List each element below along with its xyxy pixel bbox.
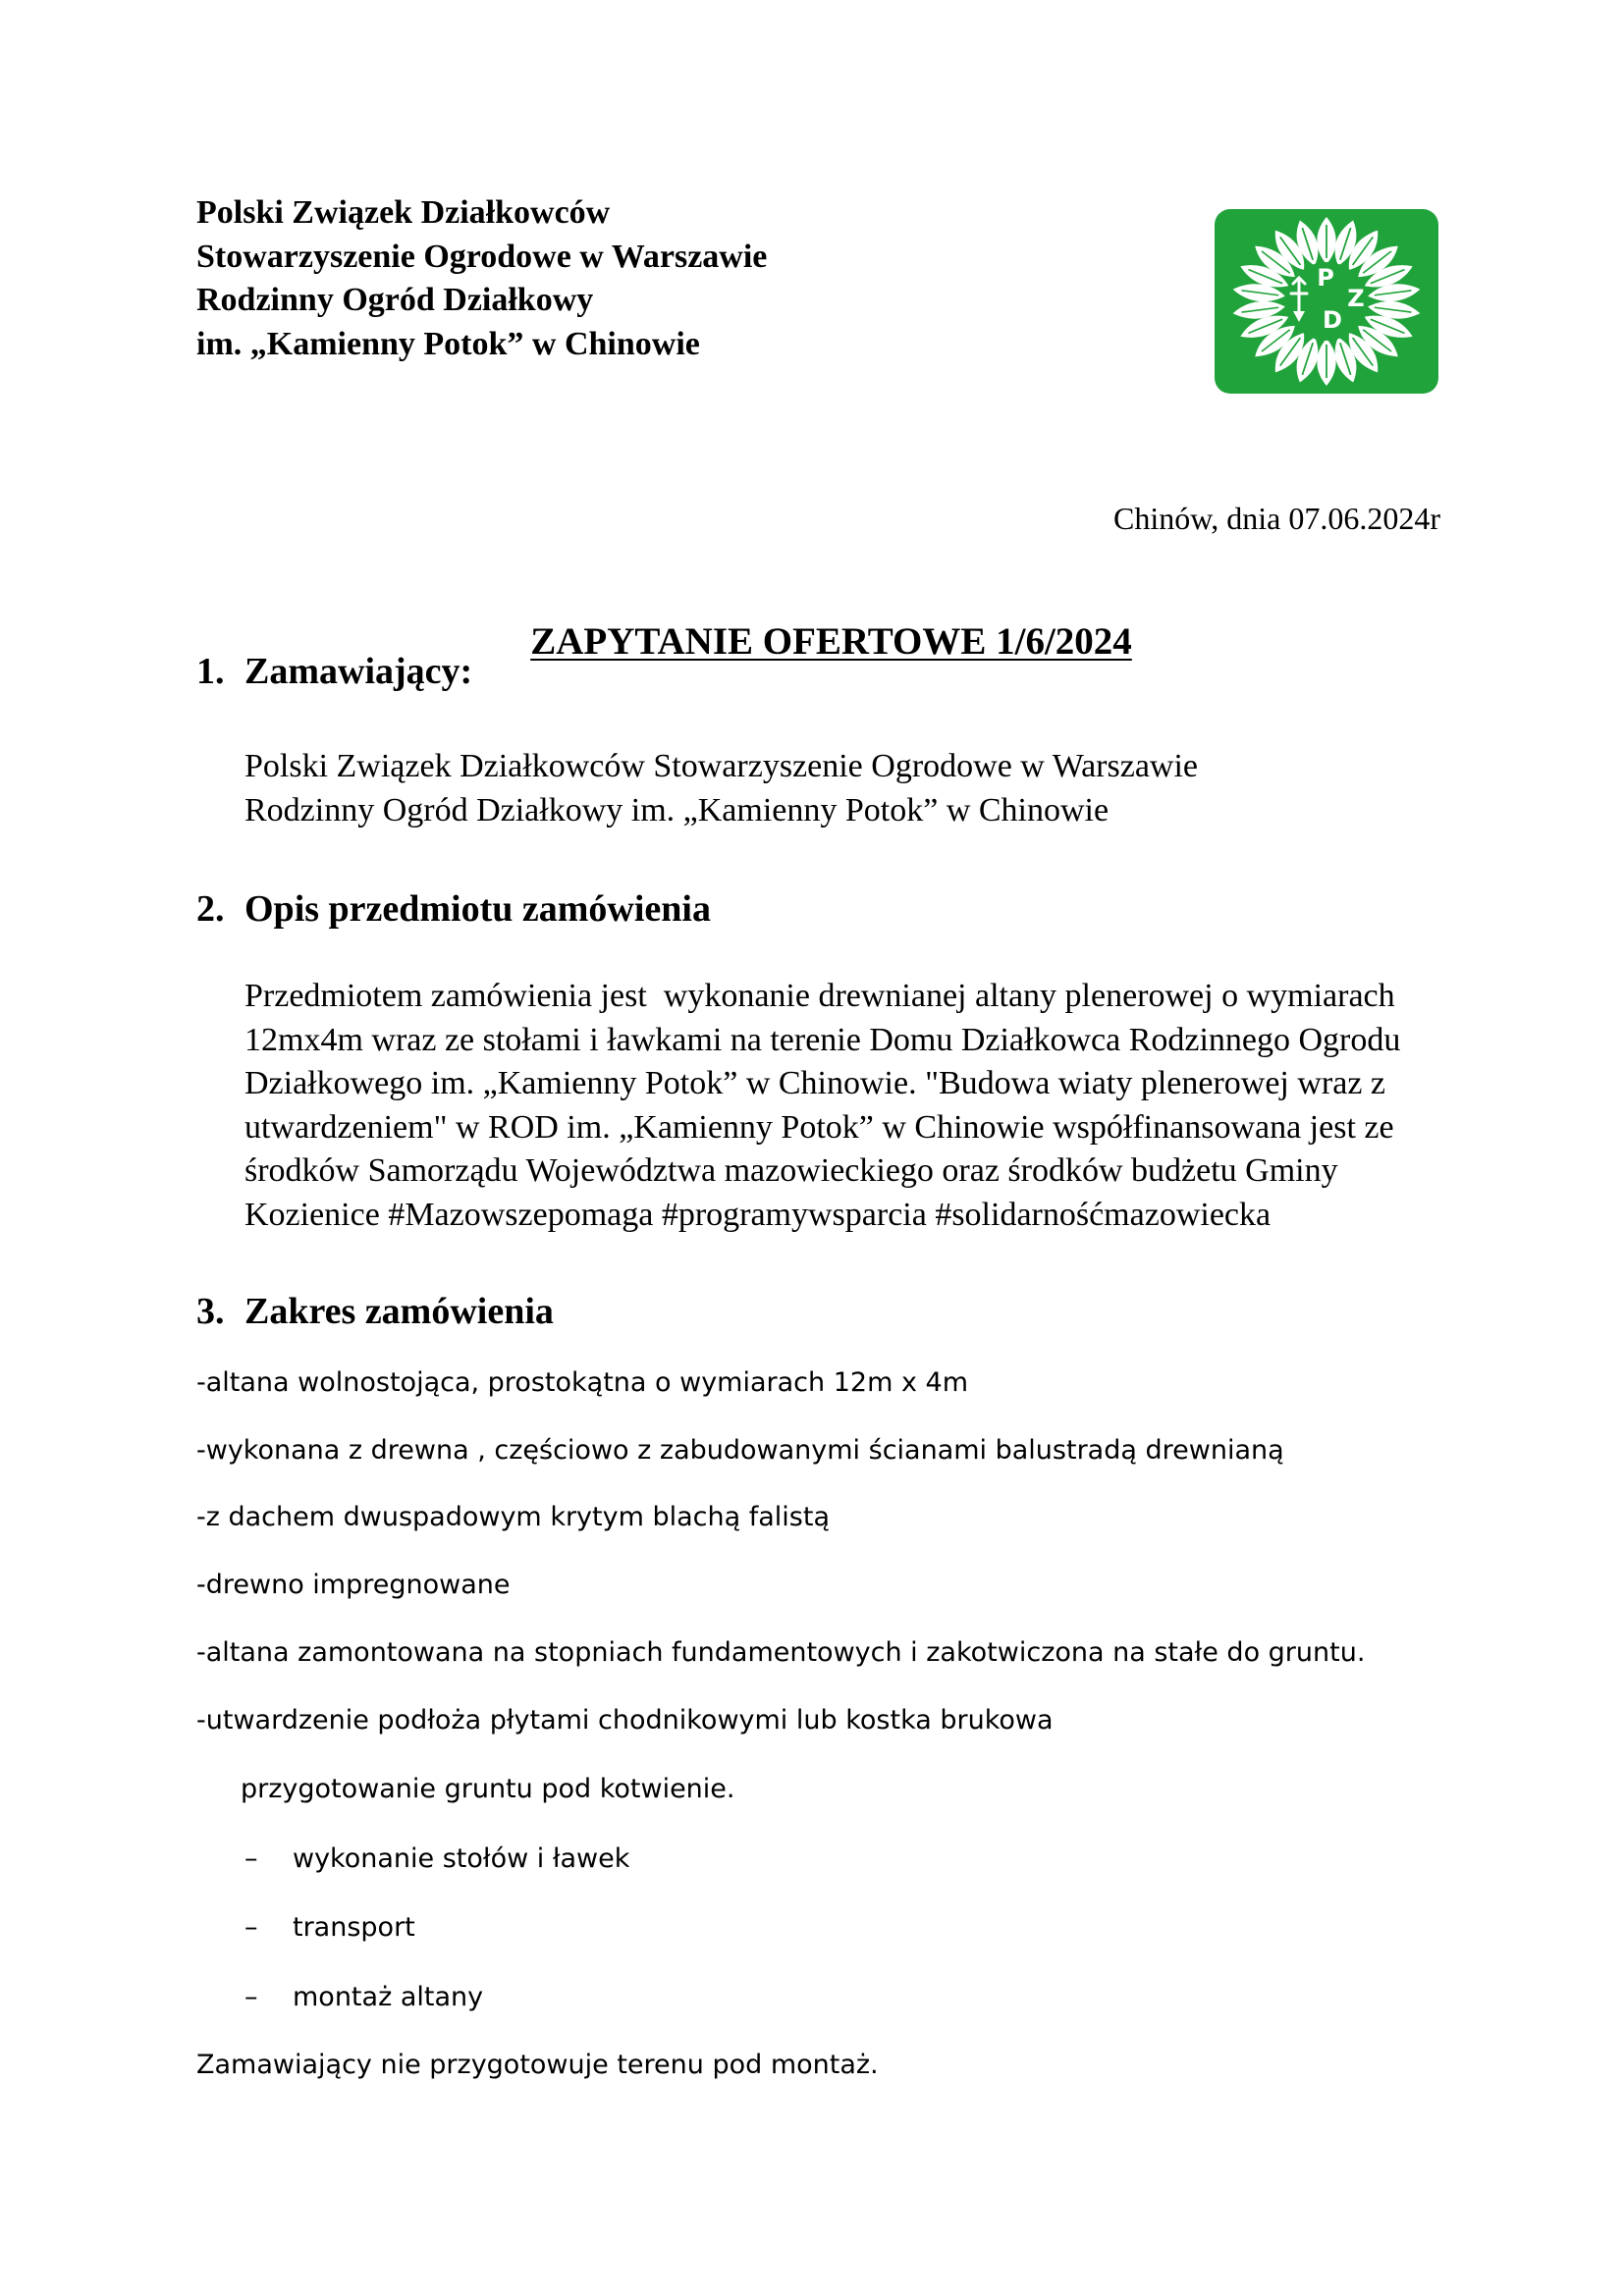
paragraph-line: Polski Związek Działkowców Stowarzyszenie Ogrodowe w Warszawie — [244, 748, 1199, 784]
section-number: 2. — [196, 888, 225, 930]
scope-sub-note: przygotowanie gruntu pod kotwienie. — [241, 1774, 735, 1804]
scope-item: -z dachem dwuspadowym krytym blachą falistą — [196, 1502, 831, 1532]
section-title: Zamawiający: — [244, 651, 473, 692]
section-2-body — [244, 975, 1400, 1237]
org-name-line: Polski Związek Działkowców — [196, 194, 611, 231]
section-title: Opis przedmiotu zamówienia — [244, 888, 711, 930]
dash-item: wykonanie stołów i ławek — [293, 1843, 630, 1874]
section-number: 1. — [196, 651, 225, 692]
paragraph-line: środków Samorządu Województwa mazowieckiego oraz środków budżetu Gminy — [244, 1152, 1338, 1189]
paragraph-line: utwardzeniem" w ROD im. „Kamienny Potok” w Chinowie współfinansowana jest ze — [244, 1108, 1394, 1146]
section-1-heading — [196, 648, 1375, 695]
org-association-line: Stowarzyszenie Ogrodowe w Warszawie — [196, 238, 768, 275]
dash-item: montaż altany — [293, 1982, 484, 2012]
section-3-heading — [196, 1288, 1375, 1335]
paragraph-line: Kozienice #Mazowszepomaga #programywsparcia #solidarnośćmazowiecka — [244, 1196, 1272, 1233]
paragraph-line: Działkowego im. „Kamienny Potok” w Chinowie. "Budowa wiaty plenerowej wraz z — [244, 1065, 1386, 1101]
closing-statement: Zamawiający nie przygotowuje terenu pod montaż. — [196, 2050, 879, 2080]
paragraph-line: Rodzinny Ogród Działkowy im. „Kamienny Potok” w Chinowie — [244, 791, 1110, 828]
section-2-heading — [196, 885, 1375, 933]
logo-letter-d: D — [1323, 306, 1342, 334]
logo-letter-p: P — [1317, 264, 1334, 292]
scope-item: -drewno impregnowane — [196, 1570, 511, 1600]
section-1-body — [244, 745, 1198, 832]
section-title: Zakres zamówienia — [244, 1291, 554, 1332]
section-number: 3. — [196, 1291, 225, 1332]
org-garden-name-line: im. „Kamienny Potok” w Chinowie — [196, 325, 700, 362]
document-title: ZAPYTANIE OFERTOWE 1/6/2024 — [530, 620, 1132, 663]
logo-letter-z: Z — [1347, 285, 1365, 312]
document-date: Chinów, dnia 07.06.2024r — [1112, 501, 1440, 536]
scope-item: -altana wolnostojąca, prostokątna o wymiarach 12m x 4m — [196, 1367, 968, 1398]
paragraph-line: Przedmiotem zamówienia jest wykonanie drewnianej altany plenerowej o wymiarach — [244, 978, 1395, 1014]
scope-item: -wykonana z drewna , częściowo z zabudowanymi ścianami balustradą drewnianą — [196, 1435, 1284, 1466]
paragraph-line: 12mx4m wraz ze stołami i ławkami na terenie Domu Działkowca Rodzinnego Ogrodu — [244, 1021, 1401, 1058]
pzd-logo — [1215, 209, 1438, 394]
dash-bullet: – — [244, 1982, 258, 2012]
scope-item: -utwardzenie podłoża płytami chodnikowymi lub kostka brukowa — [196, 1705, 1054, 1735]
org-garden-line: Rodzinny Ogród Działkowy — [196, 282, 594, 318]
dash-bullet: – — [244, 1912, 258, 1943]
dash-bullet: – — [244, 1843, 258, 1874]
scope-item: -altana zamontowana na stopniach fundamentowych i zakotwiczona na stałe do gruntu. — [196, 1637, 1366, 1668]
organization-header — [196, 191, 767, 366]
dash-item: transport — [293, 1912, 415, 1943]
